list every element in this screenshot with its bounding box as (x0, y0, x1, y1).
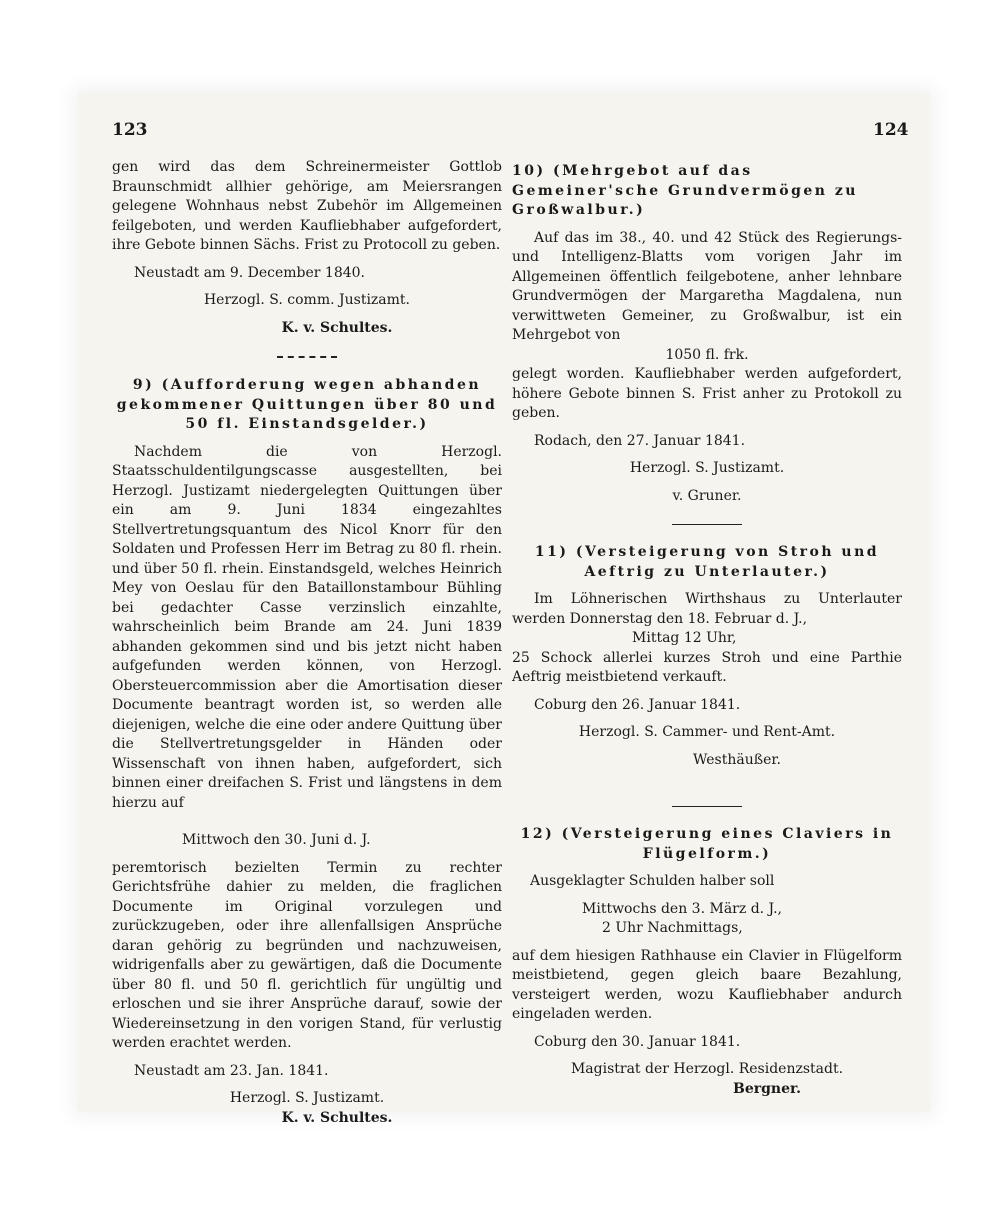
date-line: Coburg den 30. Januar 1841. (534, 1033, 741, 1050)
notice-intro-12: Ausgeklagter Schulden halber soll (530, 873, 775, 889)
date-line: Neustadt am 9. December 1840. (134, 264, 366, 281)
authority-line: Herzogl. S. comm. Justizamt. (203, 292, 411, 308)
authority-line: Herzogl. S. Justizamt. (629, 460, 785, 476)
authority-line: Herzogl. S. Justizamt. (229, 1090, 385, 1106)
notice-heading-12: 12) (Versteigerung eines Claviers in Flügelform.) (520, 826, 894, 862)
amount-line: 1050 fl. frk. (665, 346, 749, 363)
page-number-right: 124 (873, 120, 909, 140)
continuation-paragraph: gen wird das dem Schreinermeister Gottlob Braunschmidt allhier gehörige, am Meiersrangen gelegene Wohnhaus nebst Zubehör im Allgemeinen feilgeboten, und werden Kaufliebhaber aufgefordert, ihre Gebote binnen Sächs. Frist zu Protocoll zu geben. (112, 159, 502, 253)
authority-line: Magistrat der Herzogl. Residenzstadt. (570, 1061, 844, 1077)
notice-heading-11: 11) (Versteigerung von Stroh und Aeftrig zu Unterlauter.) (534, 544, 880, 580)
signature-line: K. v. Schultes. (281, 319, 393, 336)
right-column (512, 158, 902, 1099)
page-number-left: 123 (112, 120, 148, 140)
signature-line: v. Gruner. (672, 487, 742, 504)
notice-body-9: Nachdem die von Herzogl. Staatsschuldentilgungscasse ausgestellten, bei Herzogl. Justizamt niedergelegten Quittungen über ein am 9. Juni 1834 eingezahltes Stellvertretungsquantum des Nicol Knorr für den Soldaten und Professen Herr im Betrag zu 80 fl. rhein. und über 50 fl. rhein. Einstandsgeld, welches Heinrich Mey von Oeslau für den Bataillonstambour Bühling bei gedachter Casse verzinslich einzahlte, wahrscheinlich beim Brande am 24. Juni 1839 abhanden gekommen sind und bis jetzt nicht haben aufgefunden werden können, von Herzogl. Obersteuercommission aber die Amortisation dieser Documente beantragt worden ist, so werden alle diejenigen, welche die eine oder andere Quittung über die Stellvertretungsgelder in Händen oder Wissenschaft von ihnen haben, aufgefordert, sich binnen einer dreifachen S. Frist und längstens in dem hierzu auf (112, 443, 502, 811)
left-column (112, 158, 502, 1128)
date-line: Coburg den 26. Januar 1841. (534, 696, 741, 713)
notice-body-10: Auf das im 38., 40. und 42 Stück des Regierungs- und Intelligenz-Blatts vom vorigen Jahr im Allgemeinen öffentlich feilgebotene, anher lehnbare Grundvermögen der Margaretha Magdalena, nun verwittweten Gemeiner, zu Großwalbur, ist ein Mehrgebot von (512, 229, 902, 343)
notice-heading-10: 10) (Mehrgebot auf das Gemeiner'sche Grundvermögen zu Großwalbur.) (512, 163, 858, 218)
date-line: Neustadt am 23. Jan. 1841. (134, 1062, 329, 1079)
notice-body-9-continued: peremtorisch bezielten Termin zu rechter Gerichtsfrühe dahier zu melden, die fraglichen Documente im Original vorzulegen und zurückzugeben, oder ihre allenfallsigen Ansprüche daran gehörig zu begründen und nachzuweisen, widrigenfalls aber zu gewärtigen, daß die Documente über 80 fl. und 50 fl. gerichtlich für ungültig und erloschen und sie ihrer Ansprüche darauf, sowie der Wiedereinsetzung in den vorigen Stand, für verlustig werden erachtet werden. (112, 859, 502, 1051)
auction-time-line: 2 Uhr Nachmittags, (602, 920, 743, 936)
section-divider (672, 524, 742, 525)
date-line: Rodach, den 27. Januar 1841. (534, 432, 746, 449)
notice-body-10-continued: gelegt worden. Kaufliebhaber werden aufgefordert, höhere Gebote binnen S. Frist anher zu Protokoll zu geben. (512, 366, 902, 421)
section-divider (277, 356, 337, 358)
section-divider (672, 806, 742, 807)
notice-body-12: auf dem hiesigen Rathhause ein Clavier in Flügelform meistbietend, gegen gleich baare Bezahlung, versteigert werden, wozu Kaufliebhaber andurch eingeladen werden. (512, 947, 902, 1022)
signature-line: K. v. Schultes. (281, 1109, 393, 1126)
time-line: Mittag 12 Uhr, (632, 630, 737, 646)
authority-line: Herzogl. S. Cammer- und Rent-Amt. (578, 724, 836, 740)
notice-heading-9: 9) (Aufforderung wegen abhanden gekommener Quittungen über 80 und 50 fl. Einstandsgelder.) (116, 377, 498, 432)
auction-date-line: Mittwochs den 3. März d. J., (582, 900, 782, 917)
term-date-line: Mittwoch den 30. Juni d. J. (182, 832, 371, 848)
signature-line: Westhäußer. (693, 751, 781, 768)
notice-body-11-continued: 25 Schock allerlei kurzes Stroh und eine Parthie Aeftrig meistbietend verkauft. (512, 649, 902, 685)
notice-body-11: Im Löhnerischen Wirthshaus zu Unterlauter werden Donnerstag den 18. Februar d. J., (512, 591, 902, 627)
signature-line: Bergner. (733, 1080, 801, 1097)
